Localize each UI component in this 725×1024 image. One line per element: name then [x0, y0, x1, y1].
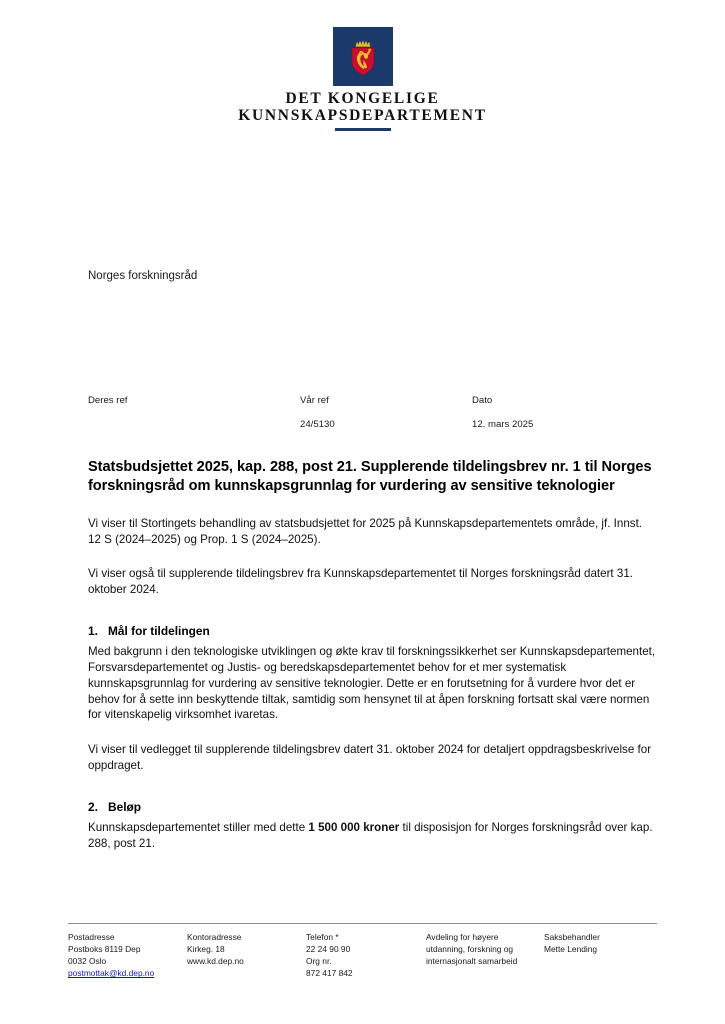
section-1-title: Mål for tildelingen — [108, 623, 210, 638]
deres-ref-value — [88, 419, 300, 430]
logo-line-2: KUNNSKAPSDEPARTEMENT — [238, 107, 487, 125]
postadresse-label: Postadresse — [68, 932, 115, 942]
page-footer — [68, 923, 657, 979]
document-body — [88, 458, 658, 852]
footer-columns — [68, 931, 657, 979]
reference-labels-row — [88, 395, 658, 406]
department-line-3: internasjonalt samarbeid — [426, 956, 518, 967]
postadresse-line-1: Postboks 8119 Dep — [68, 944, 141, 955]
postmottak-email-link[interactable]: postmottak@kd.dep.no — [68, 968, 155, 979]
addressee-name: Norges forskningsråd — [88, 270, 198, 282]
dato-value: 12. mars 2025 — [472, 419, 534, 430]
postadresse-line-2: 0032 Oslo — [68, 956, 107, 967]
intro-paragraph-2: Vi viser også til supplerende tildelingsbrev fra Kunnskapsdepartementet til Norges forskningsråd datert 31. oktober 2024. — [88, 567, 633, 597]
section-2-heading — [88, 800, 658, 815]
var-ref-label: Vår ref — [300, 395, 329, 406]
footer-divider — [68, 923, 657, 924]
amount-prefix-text: Kunnskapsdepartementet stiller med dette — [88, 821, 309, 835]
document-title: Statsbudsjettet 2025, kap. 288, post 21. Supplerende tildelingsbrev nr. 1 til Norges forskningsråd om kunnskapsgrunnlag for vurdering av sensitive teknologier — [88, 459, 652, 495]
telefon-value: 22 24 90 90 — [306, 944, 351, 955]
intro-paragraph-1: Vi viser til Stortingets behandling av statsbudsjettet for 2025 på Kunnskapsdepartementets område, jf. Innst. 12 S (2024–2025) og Prop. 1 S (2024–2025). — [88, 516, 643, 546]
section-1-heading — [88, 624, 658, 639]
section-1-paragraph-1: Med bakgrunn i den teknologiske utviklingen og økte krav til forskningssikkerhet ser Kunnskapsdepartementet, Forsvarsdepartementet og Justis- og beredskapsdepartementet behov for et mer systematisk kunnskapsgrunnlag for vurdering av sensitive teknologier. Dette er en forutsetning for å vurdere hvor det er behov for å sette inn beskyttende tiltak, samtidig som hensynet til at åpen forskning fortsatt skal være normen for vitenskapelig virksomhet ivaretas. — [88, 645, 656, 722]
footer-postal-address — [68, 931, 187, 979]
footer-department — [426, 931, 544, 979]
logo-line-1: DET KONGELIGE — [285, 90, 440, 107]
kontoradresse-label: Kontoradresse — [187, 932, 242, 942]
deres-ref-label: Deres ref — [88, 395, 128, 406]
footer-phone-org — [306, 931, 426, 979]
section-1-number: 1. — [88, 623, 98, 638]
section-2-paragraph — [88, 820, 658, 852]
orgnr-value: 872 417 842 — [306, 968, 353, 979]
section-2-title: Beløp — [108, 799, 142, 814]
website-url[interactable]: www.kd.dep.no — [187, 956, 244, 967]
kontoradresse-line-1: Kirkeg. 18 — [187, 944, 225, 955]
footer-office-address — [187, 931, 306, 979]
department-line-2: utdanning, forskning og — [426, 944, 514, 955]
var-ref-value: 24/5130 — [300, 419, 335, 430]
crest-banner — [333, 27, 393, 86]
ministry-logo-text — [0, 90, 725, 125]
orgnr-label: Org nr. — [306, 956, 332, 967]
footer-caseworker — [544, 931, 654, 979]
dato-label: Dato — [472, 395, 493, 406]
saksbehandler-label: Saksbehandler — [544, 932, 600, 942]
allocation-amount: 1 500 000 kroner — [308, 821, 400, 835]
reference-block — [88, 395, 658, 430]
department-line-1: Avdeling for høyere — [426, 932, 499, 942]
letterhead — [0, 27, 725, 131]
section-2-number: 2. — [88, 799, 98, 814]
section-1-paragraph-2: Vi viser til vedlegget til supplerende tildelingsbrev datert 31. oktober 2024 for detaljert oppdragsbeskrivelse for oppdraget. — [88, 743, 652, 772]
amount-suffix-text: til disposisjon for Norges forskningsråd over kap. 288, post 21. — [88, 821, 653, 850]
telefon-label: Telefon * — [306, 932, 339, 942]
reference-values-row — [88, 419, 658, 430]
saksbehandler-name: Mette Lending — [544, 944, 598, 955]
logo-divider — [335, 128, 391, 131]
norwegian-coat-of-arms-icon — [348, 40, 378, 76]
